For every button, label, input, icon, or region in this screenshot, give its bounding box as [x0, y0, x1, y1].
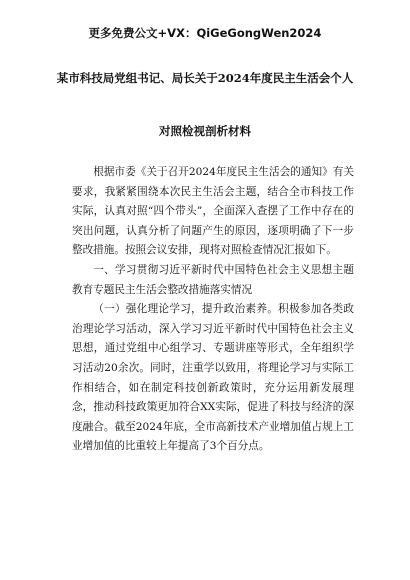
subsection-1-paragraph: （一）强化理论学习，提升政治素养。积极参加各类政治理论学习活动，深入学习习近平新时代中国特色社会主义思想，通过党组中心组学习、专题讲座等形式，全年组织学习活动20余次。同时，注重学以致用，将理论学习与实际工作相结合，如在制定科技创新政策时，充分运用新发展理念，推动科技政策更加符合XX实际，促进了科技与经济的深度融合。截至2024年底，全市高新技术产业增加值占规上工业增加值的比重较上年提高了3个百分点。 [72, 303, 354, 453]
header-watermark: 更多免费公文+VX：QiGeGongWen2024 [88, 26, 322, 40]
document-body [72, 163, 354, 457]
section-1-heading: 一、学习贯彻习近平新时代中国特色社会主义思想主题教育专题民主生活会整改措施落实情况 [72, 263, 354, 296]
document-title-line-1: 某市科技局党组书记、局长关于2024年度民主生活会个人 [56, 71, 354, 85]
document-title-line-2: 对照检视剖析材料 [159, 124, 251, 138]
intro-paragraph: 根据市委《关于召开2024年度民主生活会的通知》有关要求，我紧紧围绕本次民主生活会主题，结合全市科技工作实际，认真对照“四个带头”，全面深入查摆了工作中存在的突出问题，认真分析了问题产生的原因，逐项明确了下一步整改措施。按照会议安排，现将对照检查情况汇报如下。 [72, 166, 354, 257]
